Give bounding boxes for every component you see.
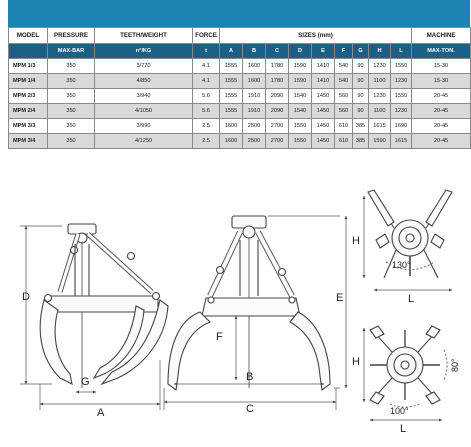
subheader-pressure: MAX-BAR	[48, 44, 95, 59]
subheader-size-l: L	[391, 44, 412, 59]
dim-label-a: A	[97, 407, 105, 419]
cell-size-c: 2700	[266, 134, 289, 149]
cell-size-g: 90	[353, 74, 369, 89]
cell-size-c: 1780	[266, 74, 289, 89]
cell-size-d: 1550	[289, 119, 312, 134]
cell-size-l: 1230	[391, 74, 412, 89]
cell-pressure: 350	[48, 59, 95, 74]
dim-label-c: C	[246, 403, 254, 415]
cell-size-h: 1100	[369, 74, 391, 89]
cell-size-h: 1230	[369, 89, 391, 104]
cell-size-b: 1600	[243, 74, 266, 89]
cell-size-h: 1230	[369, 59, 391, 74]
cell-force: 4.1	[193, 59, 220, 74]
cell-size-c: 2090	[266, 104, 289, 119]
cell-size-h: 1615	[369, 119, 391, 134]
col-sizes: SIZES (mm)	[220, 28, 412, 44]
cell-size-l: 1550	[391, 89, 412, 104]
cell-teeth-weight: 3/990	[95, 119, 193, 134]
cell-size-a: 1555	[220, 74, 243, 89]
cell-force: 5.6	[193, 104, 220, 119]
grab-side-view-four-tine	[168, 216, 330, 390]
cell-pressure: 350	[48, 119, 95, 134]
cell-size-b: 2500	[243, 119, 266, 134]
cell-size-g: 90	[353, 59, 369, 74]
subheader-size-c: C	[266, 44, 289, 59]
cell-size-g: 385	[353, 134, 369, 149]
subheader-size-d: D	[289, 44, 312, 59]
cell-size-e: 1450	[312, 119, 335, 134]
cell-pressure: 350	[48, 74, 95, 89]
subheader-size-g: G	[353, 44, 369, 59]
cell-pressure: 350	[48, 104, 95, 119]
cell-size-l: 1550	[391, 59, 412, 74]
col-model: MODEL	[9, 28, 48, 44]
cell-size-a: 1600	[220, 119, 243, 134]
cell-size-a: 1555	[220, 59, 243, 74]
cell-pressure: 350	[48, 134, 95, 149]
cell-size-e: 1450	[312, 104, 335, 119]
cell-size-e: 1450	[312, 134, 335, 149]
dim-label-g: G	[81, 376, 90, 388]
col-force: FORCE	[193, 28, 220, 44]
cell-force: 5.6	[193, 89, 220, 104]
cell-size-b: 1600	[243, 59, 266, 74]
dim-label-e: E	[336, 292, 344, 304]
cell-teeth-weight: 4/1050	[95, 104, 193, 119]
cell-model: MPM 2/4	[9, 104, 48, 119]
subheader-teeth: n°/KG	[95, 44, 193, 59]
cell-size-f: 610	[335, 119, 353, 134]
cell-force: 2.5	[193, 134, 220, 149]
dim-label-l-bottom: L	[400, 423, 407, 435]
cell-model: MPM 2/3	[9, 89, 48, 104]
cell-size-d: 1590	[289, 74, 312, 89]
subheader-size-a: A	[220, 44, 243, 59]
cell-model: MPM 3/3	[9, 119, 48, 134]
cell-machine: 20-45	[412, 119, 471, 134]
col-pressure: PRESSURE	[48, 28, 95, 44]
subheader-machine: MAX-TON.	[412, 44, 471, 59]
subheader-size-f: F	[335, 44, 353, 59]
dim-label-h-bottom: H	[352, 356, 360, 368]
cell-size-h: 1590	[369, 134, 391, 149]
cell-size-d: 1540	[289, 89, 312, 104]
cell-force: 2.5	[193, 119, 220, 134]
grab-side-view-three-tine	[40, 224, 168, 388]
cell-size-d: 1540	[289, 104, 312, 119]
cell-size-e: 1410	[312, 74, 335, 89]
cell-teeth-weight: 4/850	[95, 74, 193, 89]
cell-size-a: 1600	[220, 134, 243, 149]
dim-label-d: D	[22, 291, 30, 303]
cell-size-e: 1450	[312, 89, 335, 104]
cell-teeth-weight: 3/770	[95, 59, 193, 74]
cell-size-b: 1910	[243, 104, 266, 119]
cell-size-d: 1550	[289, 134, 312, 149]
cell-model: MPM 1/3	[9, 59, 48, 74]
cell-model: MPM 1/4	[9, 74, 48, 89]
cell-size-l: 1690	[391, 119, 412, 134]
cell-size-f: 560	[335, 104, 353, 119]
cell-teeth-weight: 4/1250	[95, 134, 193, 149]
cell-size-f: 610	[335, 134, 353, 149]
cell-teeth-weight: 3/940	[95, 89, 193, 104]
cell-size-g: 90	[353, 104, 369, 119]
cell-size-f: 540	[335, 59, 353, 74]
cell-size-a: 1555	[220, 104, 243, 119]
cell-size-c: 2090	[266, 89, 289, 104]
cell-size-c: 2700	[266, 119, 289, 134]
cell-size-h: 1100	[369, 104, 391, 119]
cell-machine: 15-30	[412, 74, 471, 89]
cell-model: MPM 3/4	[9, 134, 48, 149]
cell-machine: 20-45	[412, 104, 471, 119]
col-teeth-weight: TEETH/WEIGHT	[95, 28, 193, 44]
cell-force: 4.1	[193, 74, 220, 89]
cell-machine: 20-45	[412, 134, 471, 149]
cell-size-l: 1615	[391, 134, 412, 149]
dim-label-f: F	[216, 331, 223, 343]
angle-label-100: 100°	[390, 406, 409, 416]
cell-size-g: 385	[353, 119, 369, 134]
cell-machine: 20-45	[412, 89, 471, 104]
cell-size-f: 560	[335, 89, 353, 104]
cell-size-c: 1780	[266, 59, 289, 74]
cell-pressure: 350	[48, 89, 95, 104]
cell-size-l: 1230	[391, 104, 412, 119]
subheader-size-h: H	[369, 44, 391, 59]
col-machine: MACHINE	[412, 28, 471, 44]
subheader-force: t	[193, 44, 220, 59]
cell-size-d: 1590	[289, 59, 312, 74]
angle-label-80: 80°	[450, 358, 460, 372]
angle-label-130: 130°	[392, 260, 411, 270]
dim-label-b: B	[246, 371, 254, 383]
dim-label-h-top: H	[352, 235, 360, 247]
dim-label-l-top: L	[408, 293, 415, 305]
cell-size-f: 540	[335, 74, 353, 89]
cell-machine: 15-30	[412, 59, 471, 74]
plan-view-four-tine	[370, 326, 447, 407]
cell-size-g: 90	[353, 89, 369, 104]
subheader-size-b: B	[243, 44, 266, 59]
cell-size-b: 1910	[243, 89, 266, 104]
subheader-size-e: E	[312, 44, 335, 59]
cell-size-b: 2500	[243, 134, 266, 149]
cell-size-a: 1555	[220, 89, 243, 104]
cell-size-e: 1410	[312, 59, 335, 74]
